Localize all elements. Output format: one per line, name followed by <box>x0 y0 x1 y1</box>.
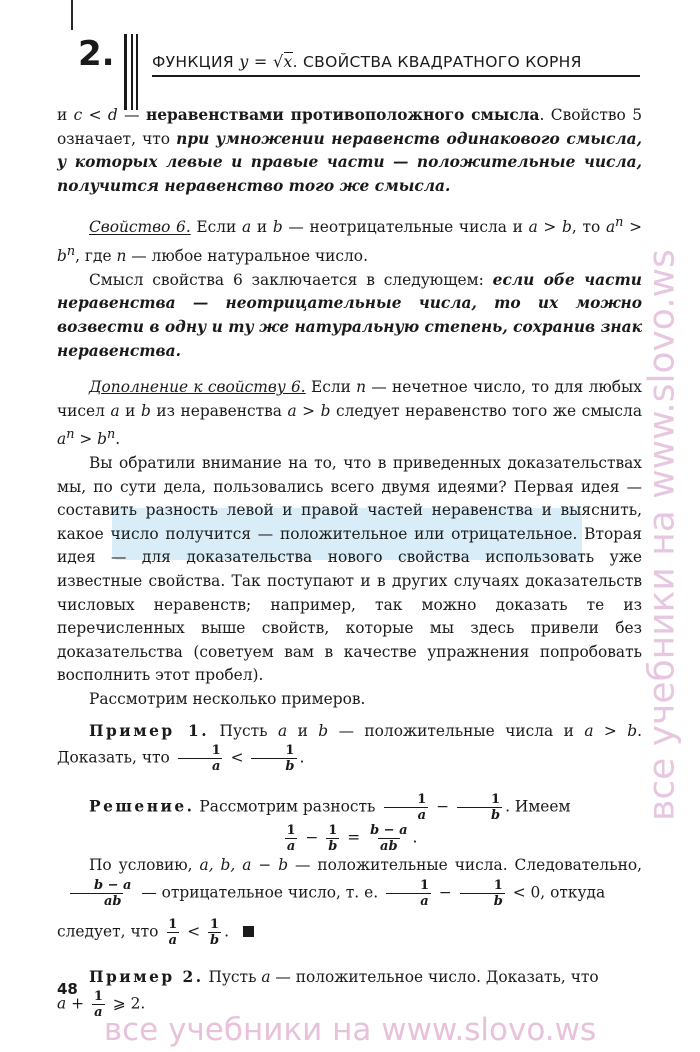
paragraph-consider-examples: Рассмотрим несколько примеров. <box>89 690 366 709</box>
side-watermark-text: все учебники на www.slovo.ws <box>641 249 683 821</box>
top-margin-line <box>71 0 73 30</box>
equation-difference: $\frac{1}{a}$ − $\frac{1}{b}$ = $\frac{b - a}{ab}$ . <box>286 823 418 855</box>
fraction-1-over-a: $\frac{1}{a}$ <box>168 916 178 948</box>
fraction-1-over-b: $\frac{1}{b}$ <box>457 792 502 823</box>
fraction-1-over-a: $\frac{1}{a}$ <box>386 878 431 909</box>
addition-label: Дополнение к свойству 6. <box>89 378 306 397</box>
fraction-1-over-b: $\frac{1}{b}$ <box>460 878 505 909</box>
fraction-1-over-b: $\frac{1}{b}$ <box>210 916 220 948</box>
example-2-label: Пример 2. <box>89 967 204 986</box>
example-2: Пример 2. Пусть a — положительное число. Доказать, что <box>89 967 599 986</box>
header-rule <box>152 75 640 77</box>
fraction-1-over-b: $\frac{1}{b}$ <box>328 823 338 855</box>
property-6: Свойство 6. Если a и b — неотрицательные числа и a > b, то $a^n > b^n$, где n — любое натуральное число. <box>57 215 642 266</box>
running-header-title <box>152 52 582 71</box>
example-1-label: Пример 1. <box>89 721 210 740</box>
paragraph-by-condition: По условию, a, b, a − b — положительные числа. Следовательно, $\frac{b - a}{ab}$ — отрицательное число, т. е. $\frac{1}{a}$ − $\frac{1}{b}$ < 0, откуда <box>57 854 642 909</box>
example-2-inequality: a + $\frac{1}{a}$ ⩾ 2. <box>57 989 146 1021</box>
property-6-addition: Дополнение к свойству 6. Если n — нечетное число, то для любых чисел a и b из неравенства a > b следует неравенство того же смысла $a^n > b^n$. <box>57 378 642 449</box>
fraction-1-over-a: $\frac{1}{a}$ <box>383 792 428 823</box>
paragraph-property-5-meaning: и c < d — неравенствами противоположного смысла. Свойство 5 означает, что при умножении неравенств одинакового смысла, у которых левые и правые части — положительные числа, получится неравенство того же смысла. <box>57 106 643 195</box>
header-title-prefix: ФУНКЦИЯ <box>152 53 234 71</box>
fraction-b-minus-a-over-ab: $\frac{b - a}{ab}$ <box>60 878 133 909</box>
property-6-label: Свойство 6. <box>89 218 191 237</box>
header-x: x <box>283 53 293 71</box>
sqrt-sign: √ <box>273 52 284 71</box>
header-double-bar <box>124 34 140 110</box>
paragraph-two-ideas: Вы обратили внимание на то, что в приведенных доказательствах мы, по сути дела, пользовались всего двумя идеями? Первая идея — составить разность левой и правой частей неравенства и выяснить, какое число получится — положительное или отрицательное. Вторая идея — для доказательства нового свойства использовать уже известные свойства. Так поступают и в других случаях доказательств числовых неравенств; например, так можно доказать те из перечисленных выше свойств, которые мы здесь привели без доказательства (советуем вам в качестве упражнения попробовать восполнить этот пробел). <box>57 454 642 685</box>
qed-square-icon <box>243 926 254 937</box>
header-title-suffix: . СВОЙСТВА КВАДРАТНОГО КОРНЯ <box>292 53 582 71</box>
fraction-b-minus-a-over-ab: $\frac{b - a}{ab}$ <box>370 823 408 855</box>
fraction-1-over-a: $\frac{1}{a}$ <box>93 989 103 1021</box>
page-number: 48 <box>57 980 78 998</box>
property-6-meaning: Смысл свойства 6 заключается в следующем: если обе части неравенства — неотрицательные числа, то их можно возвести в одну и ту же натуральную степень, сохранив знак неравенства. <box>57 270 642 360</box>
main-text <box>57 104 642 1020</box>
section-number: 2. <box>78 34 115 74</box>
header-eq: = <box>248 52 274 71</box>
solution: Решение. Рассмотрим разность $\frac{1}{a}$ − $\frac{1}{b}$ . Имеем <box>89 792 571 824</box>
example-1: Пример 1. Пусть a и b — положительные числа и a > b. Доказать, что $\frac{1}{a}$ < $\frac{1}{b}$ . <box>57 721 643 775</box>
header-y: y <box>239 52 249 71</box>
solution-label: Решение. <box>89 797 195 816</box>
paragraph-conclusion: следует, что $\frac{1}{a}$ < $\frac{1}{b}$ . <box>57 917 642 948</box>
bottom-watermark: все учебники на www.slovo.ws <box>103 1012 597 1048</box>
fraction-1-over-b: $\frac{1}{b}$ <box>251 743 296 774</box>
fraction-1-over-a: $\frac{1}{a}$ <box>286 823 296 855</box>
fraction-1-over-a: $\frac{1}{a}$ <box>178 743 223 774</box>
